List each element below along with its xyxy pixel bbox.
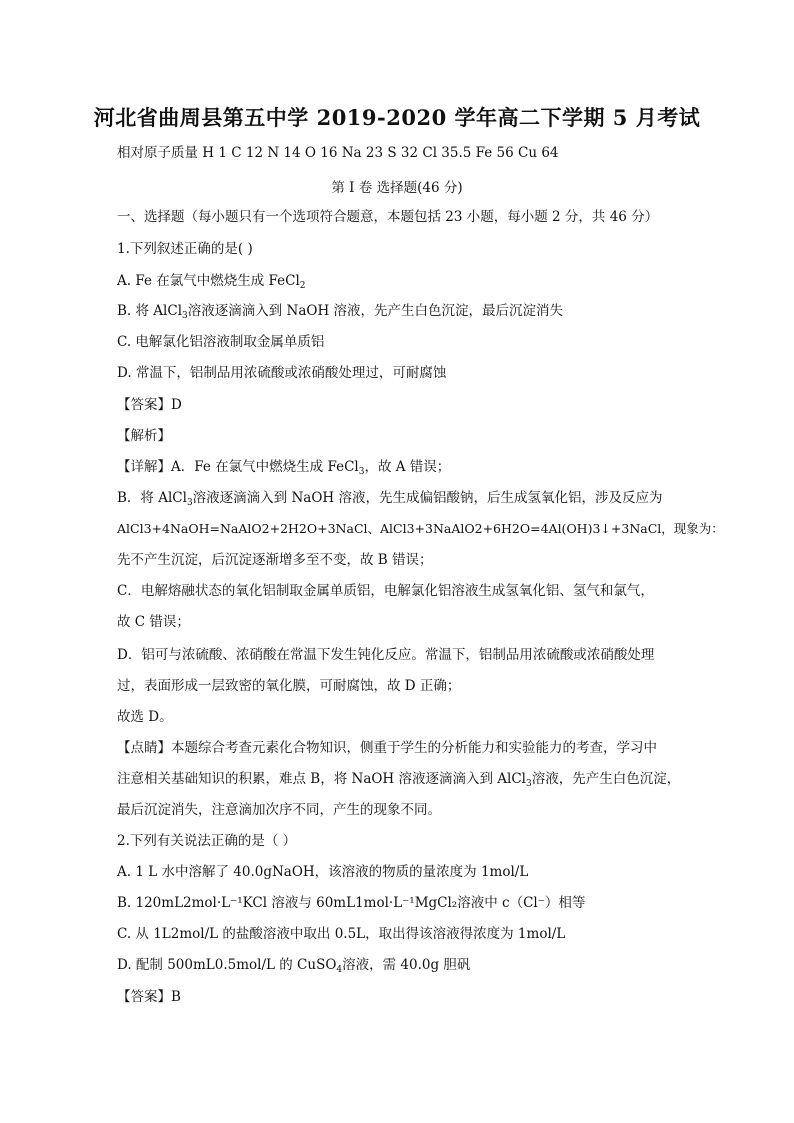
section-intro: 一、选择题（每小题只有一个选项符合题意，本题包括 23 小题，每小题 2 分，共 46 分）: [117, 209, 659, 225]
q1-point-2-sub: 3: [526, 779, 532, 789]
q1-detail-b1-pre: B．将 AlCl: [117, 490, 187, 506]
q2-option-a: A. 1 L 水中溶解了 40.0gNaOH，该溶液的物质的量浓度为 1mol/L: [117, 864, 529, 880]
q1-detail-b3: 先不产生沉淀，后沉淀逐渐增多至不变，故 B 错误；: [117, 552, 433, 568]
q1-option-a-sub: 2: [299, 281, 306, 291]
q1-option-b-post: 溶液逐滴滴入到 NaOH 溶液，先产生白色沉淀，最后沉淀消失: [187, 303, 564, 319]
q1-point-2-pre: 注意相关基础知识的积累，难点 B，将 NaOH 溶液逐滴滴入到 AlCl: [117, 771, 527, 787]
q1-reaction-equations: AlCl3+4NaOH=NaAlO2+2H2O+3NaCl、AlCl3+3NaAlO2+6H2O=4Al(OH)3↓+3NaCl，现象为：: [117, 521, 724, 536]
q1-answer: 【答案】D: [117, 397, 182, 413]
q1-detail-a-sub: 3: [358, 467, 365, 477]
exam-title: 河北省曲周县第五中学 2019-2020 学年高二下学期 5 月考试: [93, 105, 701, 130]
q2-option-c: C. 从 1L2mol/L 的盐酸溶液中取出 0.5L，取出得该溶液得浓度为 1mol/L: [117, 926, 566, 942]
q1-option-b-pre: B. 将 AlCl: [117, 303, 183, 319]
q1-detail-d1: D．铝可与浓硫酸、浓硝酸在常温下发生钝化反应。常温下，铝制品用浓硫酸或浓硝酸处理: [117, 647, 655, 663]
q1-option-a-text: A. Fe 在氯气中燃烧生成 FeCl: [117, 273, 300, 289]
q1-point-3: 最后沉淀消失，注意滴加次序不同，产生的现象不同。: [117, 802, 441, 818]
section-title: 第 I 卷 选择题(46 分): [331, 180, 463, 196]
q1-detail-b1-post: 溶液逐滴滴入到 NaOH 溶液，先生成偏铝酸钠，后生成氢氧化铝，涉及反应为: [192, 490, 663, 506]
q1-detail-a-pre: 【详解】A．Fe 在氯气中燃烧生成 FeCl: [117, 459, 359, 475]
q1-detail-c2: 故 C 错误；: [117, 614, 190, 630]
q2-stem: 2.下列有关说法正确的是（ ）: [117, 833, 297, 849]
q1-detail-b1: [117, 489, 677, 507]
q1-detail-c1: C．电解熔融状态的氧化铝制取金属单质铝，电解氯化铝溶液生成氢氧化铝、氢气和氯气，: [117, 583, 654, 599]
q2-option-d-sub: 4: [336, 965, 343, 975]
q1-analysis-header: 【解析】: [117, 428, 171, 444]
atomic-masses: 相对原子质量 H 1 C 12 N 14 O 16 Na 23 S 32 Cl 35.5 Fe 56 Cu 64: [117, 145, 559, 161]
q1-point-2-post: 溶液，先产生白色沉淀，: [531, 771, 681, 787]
q1-detail-d2: 过，表面形成一层致密的氧化膜，可耐腐蚀，故 D 正确；: [117, 678, 461, 694]
q2-option-d-post: 溶液，需 40.0g 胆矾: [342, 957, 471, 973]
q2-answer: 【答案】B: [117, 989, 181, 1005]
q1-point-2: [117, 770, 681, 789]
q1-option-c: C. 电解氯化铝溶液制取金属单质铝: [117, 334, 325, 350]
q2-option-b: B. 120mL2mol·L⁻¹KCl 溶液与 60mL1mol·L⁻¹MgCl₂溶液中 c（Cl⁻）相等: [117, 895, 586, 911]
q1-choose: 故选 D。: [117, 709, 173, 725]
q1-option-b-sub: 3: [182, 311, 188, 321]
q1-detail-a: [117, 458, 677, 476]
q2-option-d-pre: D. 配制 500mL0.5mol/L 的 CuSO: [117, 957, 337, 973]
q1-detail-b1-sub: 3: [186, 498, 193, 508]
q1-option-d: D. 常温下，铝制品用浓硫酸或浓硝酸处理过，可耐腐蚀: [117, 365, 447, 381]
q1-detail-a-post: ，故 A 错误；: [364, 459, 451, 475]
q2-option-d: [117, 956, 677, 974]
q1-stem: 1.下列叙述正确的是( ): [117, 241, 253, 257]
q1-point-1: 【点睛】本题综合考查元素化合物知识，侧重于学生的分析能力和实验能力的考查，学习中: [117, 740, 657, 756]
q1-option-b: [117, 302, 677, 320]
q1-option-a: [117, 272, 677, 290]
